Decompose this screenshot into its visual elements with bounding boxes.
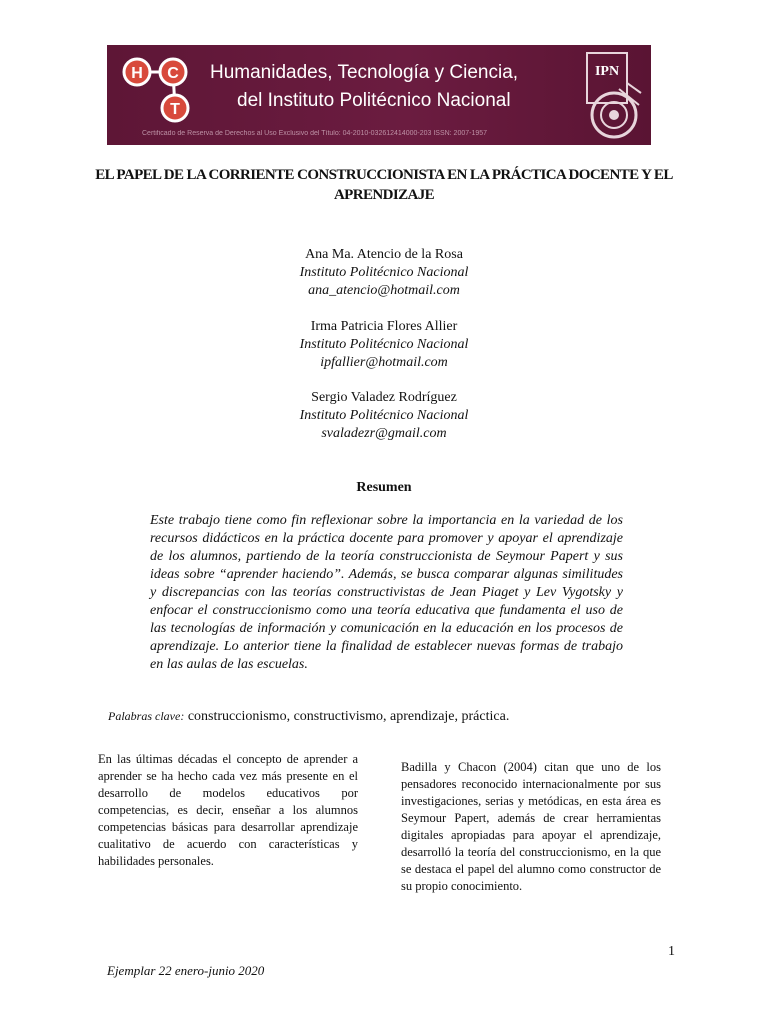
keywords-values: construccionismo, constructivismo, aprendizaje, práctica. (187, 709, 510, 724)
author-institution: Instituto Politécnico Nacional (299, 337, 469, 352)
logo-letter-t: T (170, 101, 180, 118)
abstract-text: Este trabajo tiene como fin reflexionar sobre la importancia en la variedad de los recursos didácticos en la práctica docente para promover y apoyar el aprendizaje de los alumnos, partiendo de la teoría construccionista de Seymour Papert y sus ideas sobre “aprender haciendo”. Además, se busca comparar algunas similitudes y discrepancias con las teorías constructivistas de Jean Piaget y Lev Vygotsky y enfocar el construccionismo como una teoría educativa que fundamenta el uso de las tecnologías de información y comunicación en la educación en los procesos de aprendizaje. Lo anterior tiene la finalidad de establecer nuevas formas de trabajo en las aulas de las escuelas. (150, 513, 623, 672)
keywords (108, 709, 509, 725)
logo-letter-c: C (167, 65, 179, 82)
body-column-right: Badilla y Chacon (2004) citan que uno de los pensadores reconocido internacionalmente por sus investigaciones, serias y metódicas, en esta área es Seymour Papert, además de crear herramientas digitales apropiadas para apoyar el aprendizaje, desarrolló la teoría del construccionismo, en la que se destaca el papel del alumno como constructor de su propio conocimiento. (401, 760, 661, 893)
author-email: svaladezr@gmail.com (321, 426, 447, 441)
body-column-left: En las últimas décadas el concepto de aprender a aprender se ha hecho cada vez más presente en el desarrollo de modelos educativos por competencias, es decir, enseñar a los alumnos competencias básicas para desarrollar aprendizaje cualitativo de acuerdo con características y habilidades personales. (98, 752, 358, 868)
author-name: Irma Patricia Flores Allier (310, 319, 458, 334)
banner-title-line2: del Instituto Politécnico Nacional (237, 90, 511, 111)
author-name: Ana Ma. Atencio de la Rosa (305, 247, 463, 262)
logo-letter-h: H (131, 65, 143, 82)
author-3 (184, 389, 584, 443)
author-email: ipfallier@hotmail.com (320, 355, 448, 370)
author-email: ana_atencio@hotmail.com (308, 283, 460, 298)
paper-title: EL PAPEL DE LA CORRIENTE CONSTRUCCIONISTA EN LA PRÁCTICA DOCENTE Y EL APRENDIZAJE (95, 167, 673, 203)
ipn-seal-icon (583, 49, 645, 141)
banner-title-line1: Humanidades, Tecnología y Ciencia, (210, 62, 519, 83)
issue-footer: Ejemplar 22 enero-junio 2020 (107, 963, 265, 978)
author-2 (184, 318, 584, 372)
abstract-heading: Resumen (356, 480, 412, 495)
seal-text: IPN (594, 64, 620, 79)
author-institution: Instituto Politécnico Nacional (299, 265, 469, 280)
author-institution: Instituto Politécnico Nacional (299, 408, 469, 423)
author-name: Sergio Valadez Rodríguez (311, 390, 457, 405)
page-number: 1 (668, 944, 675, 959)
keywords-label: Palabras clave: (108, 709, 185, 723)
banner-certificate: Certificado de Reserva de Derechos al Uso Exclusivo del Título: 04-2010-032612414000-203 ISSN: 2007-1957 (142, 130, 488, 137)
author-1 (184, 246, 584, 300)
journal-banner (107, 45, 651, 145)
